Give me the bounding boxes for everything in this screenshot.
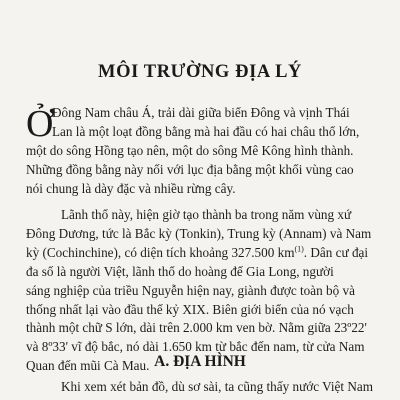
text-line: và 8º33' vĩ độ bắc, nó dài 1.650 km từ bắc đến nam, từ cửa Nam — [26, 339, 365, 355]
text-line: thống nhất lại vào đầu thế kỷ XIX. Biên giới biển của nó vạch — [26, 301, 354, 317]
chapter-title: MÔI TRƯỜNG ĐỊA LÝ — [98, 62, 302, 82]
paragraph-3 — [26, 378, 384, 397]
text-line: Đông Nam châu Á, trải dài giữa biển Đông và vịnh Thái — [52, 105, 350, 120]
paragraph-2 — [26, 206, 384, 376]
text-fragment: . Dân cư đại — [303, 244, 369, 260]
text-line: Quan đến mũi Cà Mau. — [26, 358, 150, 374]
drop-cap: Ở — [26, 103, 54, 145]
text-line: Lan là một loạt đồng bằng mà hai đầu có hai châu thổ lớn, — [52, 123, 360, 139]
text-line: sáng nghiệp của triều Nguyễn hiện nay, giành được toàn bộ và — [26, 282, 355, 298]
text-line: Lãnh thổ này, hiện giờ tạo thành ba trong năm vùng xứ — [61, 207, 352, 222]
section-heading: A. ĐỊA HÌNH — [154, 353, 246, 370]
text-line: một do sông Hồng tạo nên, một do sông Mê Kông hình thành. — [26, 142, 354, 158]
text-line: Những đồng bằng này nối với lục địa bằng một khối vùng cao — [26, 161, 354, 177]
text-line: thành một chữ S lớn, dài trên 2.000 km ven bờ. Nằm giữa 23º22' — [26, 320, 367, 336]
text-line — [26, 244, 384, 263]
text-line: Khi xem xét bản đồ, dù sơ sài, ta cũng thấy nước Việt Nam — [61, 379, 373, 394]
text-fragment: kỳ (Cochinchine), có diện tích khoảng 327.500 km — [26, 244, 295, 260]
footnote-marker: (1) — [294, 244, 304, 254]
text-line: Đông Dương, tức là Bắc kỳ (Tonkin), Trung kỳ (Annam) và Nam — [26, 225, 372, 241]
text-line: đa số là người Việt, lãnh thổ do hoàng đế Gia Long, người — [26, 263, 334, 279]
paragraph-1 — [26, 104, 384, 199]
text-line: nói chung là dày đặc và nhiều rừng cây. — [26, 180, 236, 196]
